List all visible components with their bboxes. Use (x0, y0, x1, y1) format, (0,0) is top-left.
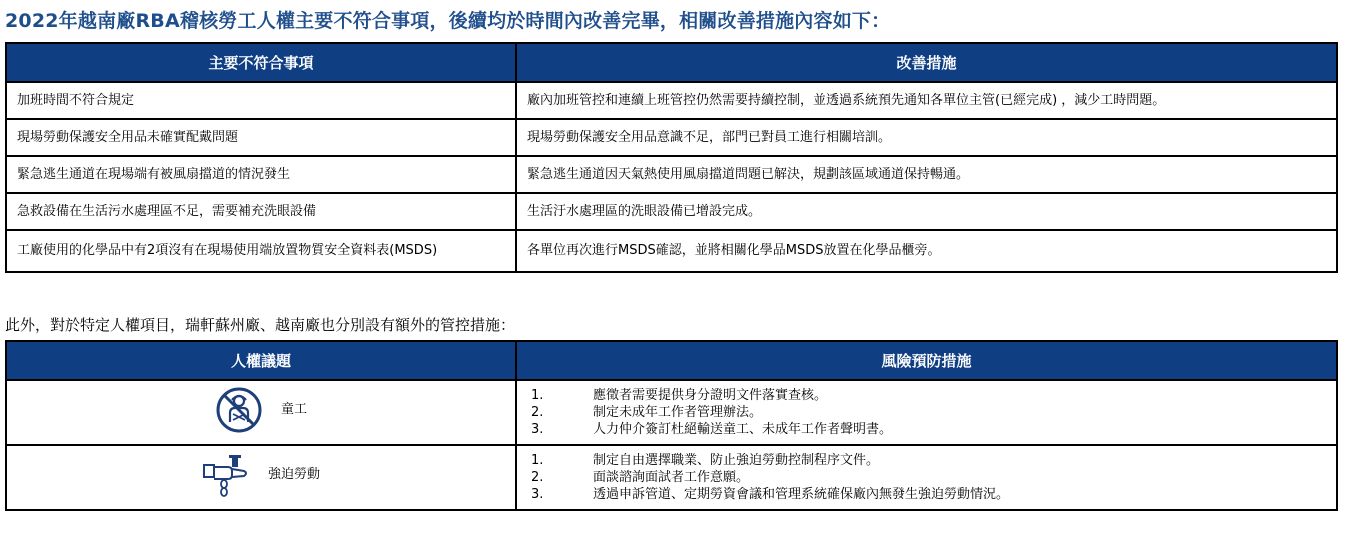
item-text: 制定未成年工作者管理辦法。 (593, 405, 763, 420)
item-number: 3. (531, 487, 544, 502)
issue-cell: 工廠使用的化學品中有2項沒有在現場使用端放置物質安全資料表(MSDS) (6, 230, 516, 272)
section-subtitle: 此外，對於特定人權項目，瑞軒蘇州廠、越南廠也分別設有額外的管控措施： (5, 316, 516, 334)
table-row (6, 82, 1337, 119)
item-text: 透過申訴管道、定期勞資會議和管理系統確保廠內無發生強迫勞動情況。 (593, 487, 1010, 502)
list-item (527, 452, 1326, 469)
issue-label: 強迫勞動 (267, 467, 320, 482)
item-number: 2. (531, 405, 544, 420)
item-text: 應徵者需要提供身分證明文件落實查核。 (593, 388, 828, 403)
table-row (6, 193, 1337, 230)
table-header-row (6, 43, 1337, 82)
measures-list (527, 452, 1326, 503)
table-header-row (6, 341, 1337, 380)
table-row (6, 156, 1337, 193)
measure-cell: 緊急逃生通道因天氣熱使用風扇擋道問題已解決，規劃該區域通道保持暢通。 (516, 156, 1337, 193)
noncompliance-table (5, 42, 1338, 273)
issue-cell: 緊急逃生通道在現場端有被風扇擋道的情況發生 (6, 156, 516, 193)
measures-cell (516, 445, 1337, 510)
list-item (527, 486, 1326, 503)
header-human-rights-issue: 人權議題 (6, 341, 516, 380)
list-item (527, 404, 1326, 421)
risk-prevention-table (5, 340, 1338, 511)
table-row (6, 119, 1337, 156)
header-risk-prevention: 風險預防措施 (516, 341, 1337, 380)
item-number: 2. (531, 470, 544, 485)
measure-cell: 各單位再次進行MSDS確認，並將相關化學品MSDS放置在化學品櫃旁。 (516, 230, 1337, 272)
header-issue: 主要不符合事項 (6, 43, 516, 82)
issue-cell: 急救設備在生活污水處理區不足，需要補充洗眼設備 (6, 193, 516, 230)
forced-labor-icon (202, 451, 250, 499)
issue-cell (6, 380, 516, 445)
table-row (6, 230, 1337, 272)
item-text: 人力仲介簽訂杜絕輸送童工、未成年工作者聲明書。 (593, 422, 893, 437)
issue-cell: 加班時間不符合規定 (6, 82, 516, 119)
item-text: 面談諮詢面試者工作意願。 (593, 470, 750, 485)
issue-label: 童工 (280, 402, 307, 417)
issue-cell (6, 445, 516, 510)
measure-cell: 現場勞動保護安全用品意識不足，部門已對員工進行相關培訓。 (516, 119, 1337, 156)
item-text: 制定自由選擇職業、防止強迫勞動控制程序文件。 (593, 453, 880, 468)
list-item (527, 387, 1326, 404)
table-row (6, 380, 1337, 445)
measure-cell: 生活汙水處理區的洗眼設備已增設完成。 (516, 193, 1337, 230)
item-number: 3. (531, 422, 544, 437)
measures-list (527, 387, 1326, 438)
list-item (527, 469, 1326, 486)
measures-cell (516, 380, 1337, 445)
item-number: 1. (531, 453, 544, 468)
measure-cell: 廠內加班管控和連續上班管控仍然需要持續控制，並透過系統預先通知各單位主管(已經完成) ，減少工時問題。 (516, 82, 1337, 119)
issue-cell: 現場勞動保護安全用品未確實配戴問題 (6, 119, 516, 156)
no-child-labor-icon (215, 386, 263, 434)
page-title: 2022年越南廠RBA稽核勞工人權主要不符合事項，後續均於時間內改善完畢，相關改善措施內容如下： (5, 10, 891, 32)
table-row (6, 445, 1337, 510)
header-measure: 改善措施 (516, 43, 1337, 82)
item-number: 1. (531, 388, 544, 403)
list-item (527, 421, 1326, 438)
